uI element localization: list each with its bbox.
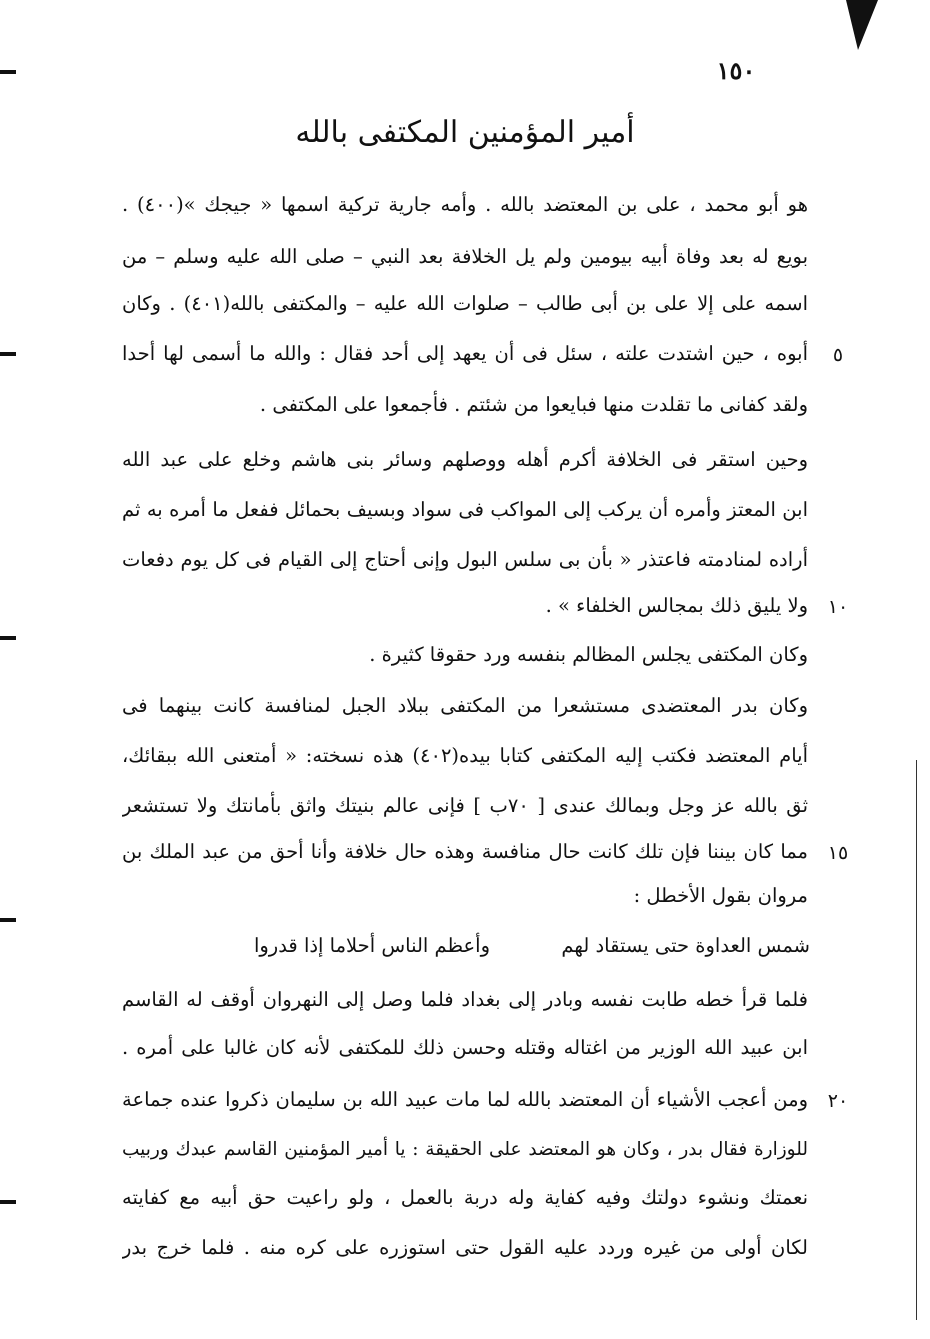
page-number: ١٥٠ <box>716 56 756 85</box>
text-line: أراده لمنادمته فاعتذر « بأن بى سلس البول وإنى أحتاج إلى القيام فى كل يوم دفعات <box>122 548 808 571</box>
text-line: وحين استقر فى الخلافة أكرم أهله ووصلهم وسائر بنى هاشم وخلع على عبد الله <box>122 448 808 471</box>
line-number: ١٠ <box>827 596 849 618</box>
verse-first-hemistich: شمس العداوة حتى يستقاد لهم <box>561 934 810 957</box>
text-line: اسمه على إلا على بن أبى طالب – صلوات الله عليه – والمكتفى بالله(٤٠١) . وكان <box>122 292 808 315</box>
text-line: لكان أولى من غيره وردد عليه القول حتى استوزره على كره منه . فلما خرج بدر <box>122 1236 808 1259</box>
text-line: فلما قرأ خطه طابت نفسه وبادر إلى بغداد فلما وصل إلى النهروان أوقف له القاسم <box>122 988 808 1011</box>
text-line: مروان بقول الأخطل : <box>633 884 808 907</box>
text-line: ابن عبيد الله الوزير من اغتاله وقتله وحسن ذلك للمكتفى لأنه كان غالبا على أمره . <box>122 1036 808 1059</box>
margin-tick <box>0 352 16 356</box>
text-line: أبوه ، حين اشتدت علته ، سئل فى أن يعهد إلى أحد فقال : والله ما أسمى لها أحدا <box>122 342 808 365</box>
margin-tick <box>0 70 16 74</box>
text-line: وكان المكتفى يجلس المظالم بنفسه ورد حقوقا كثيرة . <box>369 643 808 666</box>
text-line: هو أبو محمد ، على بن المعتضد بالله . وأمه جارية تركية اسمها « جيجك »(٤٠٠) . <box>122 193 808 216</box>
text-line: ولا يليق ذلك بمجالس الخلفاء » . <box>545 594 808 617</box>
line-number: ٢٠ <box>827 1090 849 1112</box>
text-line: وكان بدر المعتضدى مستشعرا من المكتفى ببلاد الجبل لمنافسة كانت بينهما فى <box>122 694 808 717</box>
text-line: أيام المعتضد فكتب إليه المكتفى كتابا بيده(٤٠٢) هذه نسخته: « أمتعنى الله ببقائك، <box>122 744 808 767</box>
text-line: ابن المعتز وأمره أن يركب إلى المواكب فى سواد وبسيف بحمائل ففعل ما أمره به ثم <box>122 498 808 521</box>
margin-tick <box>0 636 16 640</box>
margin-tick <box>0 1200 16 1204</box>
text-line: ولقد كفانى ما تقلدت منها فبايعوا من شئتم . فأجمعوا على المكتفى . <box>259 393 808 416</box>
text-line: ومن أعجب الأشياء أن المعتضد بالله لما مات عبيد الله بن سليمان ذكروا عنده جماعة <box>122 1088 808 1111</box>
chapter-heading: أمير المؤمنين المكتفى بالله <box>295 115 635 150</box>
verse-second-hemistich: وأعظم الناس أحلاما إذا قدروا <box>253 934 490 957</box>
text-line: للوزارة فقال بدر ، وكان هو المعتضد على الحقيقة : يا أمير المؤمنين القاسم عبدك وربيب <box>122 1139 808 1160</box>
text-line: نعمتك ونشوء دولتك وفيه كفاية وله دربة بالعمل ، ولو راعيت حق أبيه مع كفايته <box>122 1186 808 1209</box>
text-line: ثق بالله عز وجل وبمالك عندى [ ٧٠ب ] فإنى عالم بنيتك واثق بأمانتك ولا تستشعر <box>122 794 808 817</box>
line-number: ٥ <box>832 344 844 366</box>
text-line: بويع له بعد وفاة أبيه بيومين ولم يل الخلافة بعد النبي – صلى الله عليه وسلم – من <box>122 245 808 268</box>
text-line: مما كان بيننا فإن تلك كانت حال منافسة وهذه حال خلافة وأنا أحق من عبد الملك بن <box>122 840 808 863</box>
page-corner-mark <box>846 0 878 50</box>
line-number: ١٥ <box>827 842 849 864</box>
binding-edge-line <box>916 760 917 1320</box>
margin-tick <box>0 918 16 922</box>
